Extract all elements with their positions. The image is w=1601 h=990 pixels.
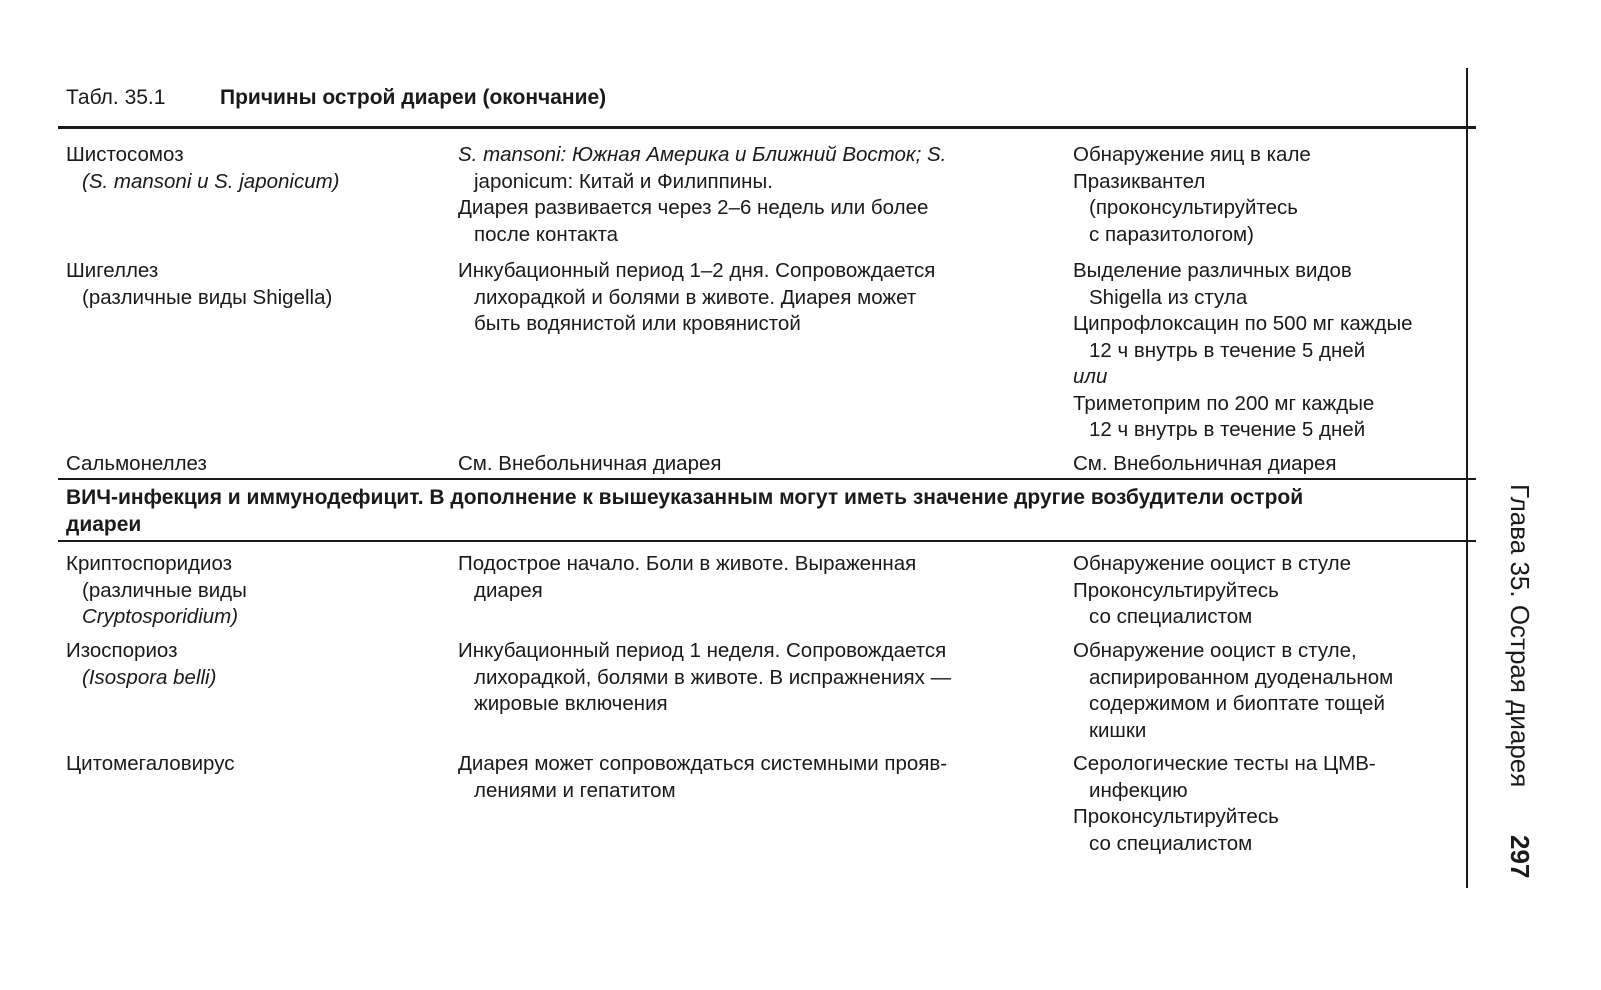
description-line: диарея [474,578,543,602]
description-line: Диарея может сопровождаться системными прояв- [458,752,948,775]
diagnosis-treatment-cell [1073,751,1476,857]
table-top-rule [58,126,1476,129]
treatment-line: 12 ч внутрь в течение 5 дней [1089,338,1366,362]
description-cell [458,751,1073,857]
cause-cell [58,142,458,258]
description-cell [458,551,1073,638]
diagnosis-treatment-cell [1073,142,1476,258]
cause-cell [58,638,458,751]
treatment-line: Проконсультируйтесь [1073,578,1279,602]
treatment-line: Празиквантел [1073,169,1206,193]
table-row [58,258,1476,451]
cause-cell [58,258,458,451]
treatment-line: Серологические тесты на ЦМВ- [1073,752,1376,775]
treatment-line: инфекцию [1089,778,1188,802]
chapter-title: Глава 35. Острая диарея [1505,484,1535,788]
description-line: после контакта [474,222,619,246]
section-top-rule [58,478,1476,480]
treatment-line: Ципрофлоксацин по 500 мг каждые [1073,312,1413,335]
description-cell [458,638,1073,751]
description-line: быть водянистой или кровянистой [474,312,801,335]
cause-name: Сальмонеллез [66,452,207,475]
cause-species: Cryptosporidium) [82,605,239,628]
cause-name: Шистосомоз [66,143,184,166]
treatment-line: содержимом и биоптате тощей [1089,692,1385,715]
diagnosis-treatment-cell [1073,638,1476,751]
description-line: Подострое начало. Боли в животе. Выраженная [458,552,917,575]
cause-species: (различные виды Shigella) [82,285,333,309]
cause-name: Шигеллез [66,259,159,282]
diagnosis-treatment-cell [1073,258,1476,451]
treatment-line: Триметоприм по 200 мг каждые [1073,391,1375,415]
running-header [1504,484,1535,878]
description-cell [458,258,1073,451]
cause-cell [58,451,458,478]
table-body-bottom [58,551,1476,857]
table-title: Причины острой диареи (окончание) [220,86,607,109]
treatment-line: Обнаружение яиц в кале [1073,143,1311,166]
treatment-line: со специалистом [1089,831,1253,855]
diagnosis-treatment-cell [1073,451,1476,478]
description-cell [458,451,1073,478]
cause-cell [58,751,458,857]
section-heading [66,484,1466,538]
cause-name: Цитомегаловирус [66,752,235,775]
section-heading-line: ВИЧ-инфекция и иммунодефицит. В дополнение к вышеуказанным могут иметь значение другие возбудители острой [66,486,1304,509]
description-line: S. mansoni: Южная Америка и Ближний Восток; S. [458,143,947,166]
treatment-line: Обнаружение ооцист в стуле, [1073,639,1357,662]
treatment-line: (проконсультируйтесь [1089,196,1298,219]
treatment-line: Выделение различных видов [1073,259,1352,282]
cause-cell [58,551,458,638]
cause-name: Изоспориоз [66,639,178,662]
description-line: Диарея развивается через 2–6 недель или более [458,196,929,219]
description-cell [458,142,1073,258]
description-line: лихорадкой, болями в животе. В испражнениях — [474,665,952,689]
section-bottom-rule [58,540,1476,542]
treatment-line: Shigella из стула [1089,285,1248,309]
treatment-line: со специалистом [1089,605,1253,628]
treatment-line: кишки [1089,718,1147,742]
description-line: жировые включения [474,692,668,715]
treatment-line: с паразитологом) [1089,222,1254,246]
treatment-line: или [1073,365,1108,388]
table-row [58,638,1476,751]
cause-species: (S. mansoni и S. japonicum) [82,169,340,193]
treatment-line: 12 ч внутрь в течение 5 дней [1089,418,1366,441]
description-line: japonicum: Китай и Филиппины. [474,169,773,193]
page-number: 297 [1505,834,1535,878]
cause-name: Криптоспоридиоз [66,552,233,575]
description-line: См. Внебольничная диарея [458,452,722,475]
margin-vertical-rule [1466,68,1468,888]
description-line: Инкубационный период 1–2 дня. Сопровождается [458,259,936,282]
description-line: Инкубационный период 1 неделя. Сопровождается [458,639,947,662]
description-line: лихорадкой и болями в животе. Диарея может [474,285,917,309]
cause-species: (Isospora belli) [82,665,217,689]
table-row [58,451,1476,478]
table-row [58,142,1476,258]
treatment-line: Проконсультируйтесь [1073,805,1279,828]
section-heading-line: диареи [66,513,142,536]
treatment-line: Обнаружение ооцист в стуле [1073,552,1351,575]
table-body-top [58,142,1476,478]
table-number: Табл. 35.1 [66,86,166,109]
cause-species: (различные виды [82,578,247,602]
table-row [58,751,1476,857]
diagnosis-treatment-cell [1073,551,1476,638]
treatment-line: См. Внебольничная диарея [1073,452,1337,475]
treatment-line: аспирированном дуоденальном [1089,665,1394,689]
description-line: лениями и гепатитом [474,778,676,802]
table-row [58,551,1476,638]
